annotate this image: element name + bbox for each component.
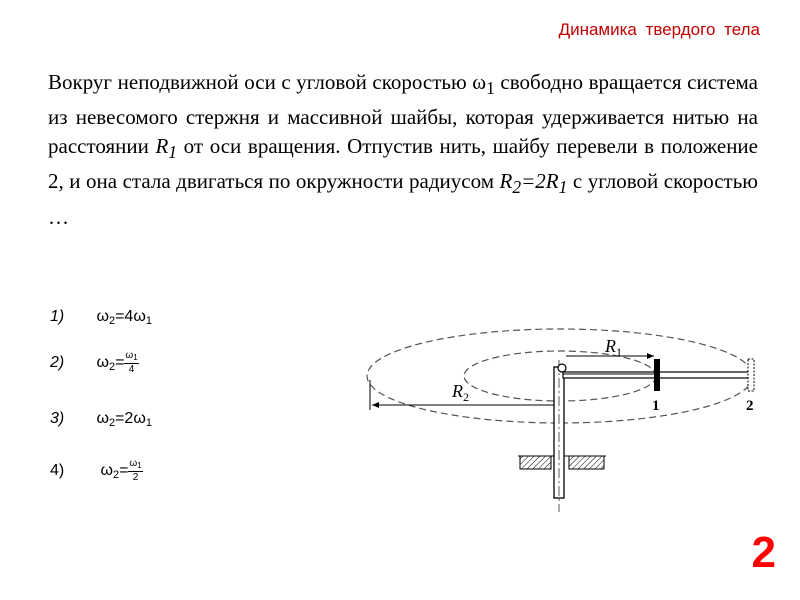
support-bracket-right xyxy=(569,456,604,469)
answer-option-2[interactable] xyxy=(50,350,139,375)
disk-position-1 xyxy=(654,359,660,391)
fraction: $\frac{\omega_1}{2}$ xyxy=(129,458,142,483)
label-r1: $R_1$ xyxy=(605,336,622,359)
answer-formula: $\omega_2=$ $\frac{\omega_1}{4}$ xyxy=(96,350,138,375)
answer-option-3[interactable] xyxy=(50,410,152,429)
answer-option-1[interactable] xyxy=(50,308,152,327)
answer-formula: $\omega_2=2\omega_1$ xyxy=(96,410,152,429)
answer-number: 3) xyxy=(50,410,65,427)
label-r2: $R_2$ xyxy=(452,381,469,404)
section-title: Динамика твердого тела xyxy=(558,20,760,39)
support-bracket-left xyxy=(520,456,551,469)
disk-position-2 xyxy=(748,359,754,391)
problem-statement: Вокруг неподвижной оси с угловой скоростью $\omega_1$ свободно вращается система из невесомого стержня и массивной шайбы, которая удерживается нитью на расстоянии $R_1$ от оси вращения. Отпустив нить, шайбу перевели в положение 2, и она стала двигаться по окружности радиусом $R_2=2R_1$ с угловой скоростью … xyxy=(48,70,759,229)
rotating-disk-diagram xyxy=(355,325,765,520)
answer-formula: $\omega_2=$ $\frac{\omega_1}{2}$ xyxy=(100,458,142,483)
label-position-2: 2 xyxy=(746,398,754,414)
answer-number: 1) xyxy=(50,308,65,325)
answer-number: 2) xyxy=(50,353,65,371)
answer-number: 4) xyxy=(50,461,65,479)
answer-formula: $\omega_2=4\omega_1$ xyxy=(96,308,152,327)
label-position-1: 1 xyxy=(652,398,660,414)
pivot-pulley xyxy=(558,364,566,372)
answer-option-4[interactable] xyxy=(50,458,143,483)
slide-number: 2 xyxy=(751,528,776,577)
fraction: $\frac{\omega_1}{4}$ xyxy=(125,350,138,375)
